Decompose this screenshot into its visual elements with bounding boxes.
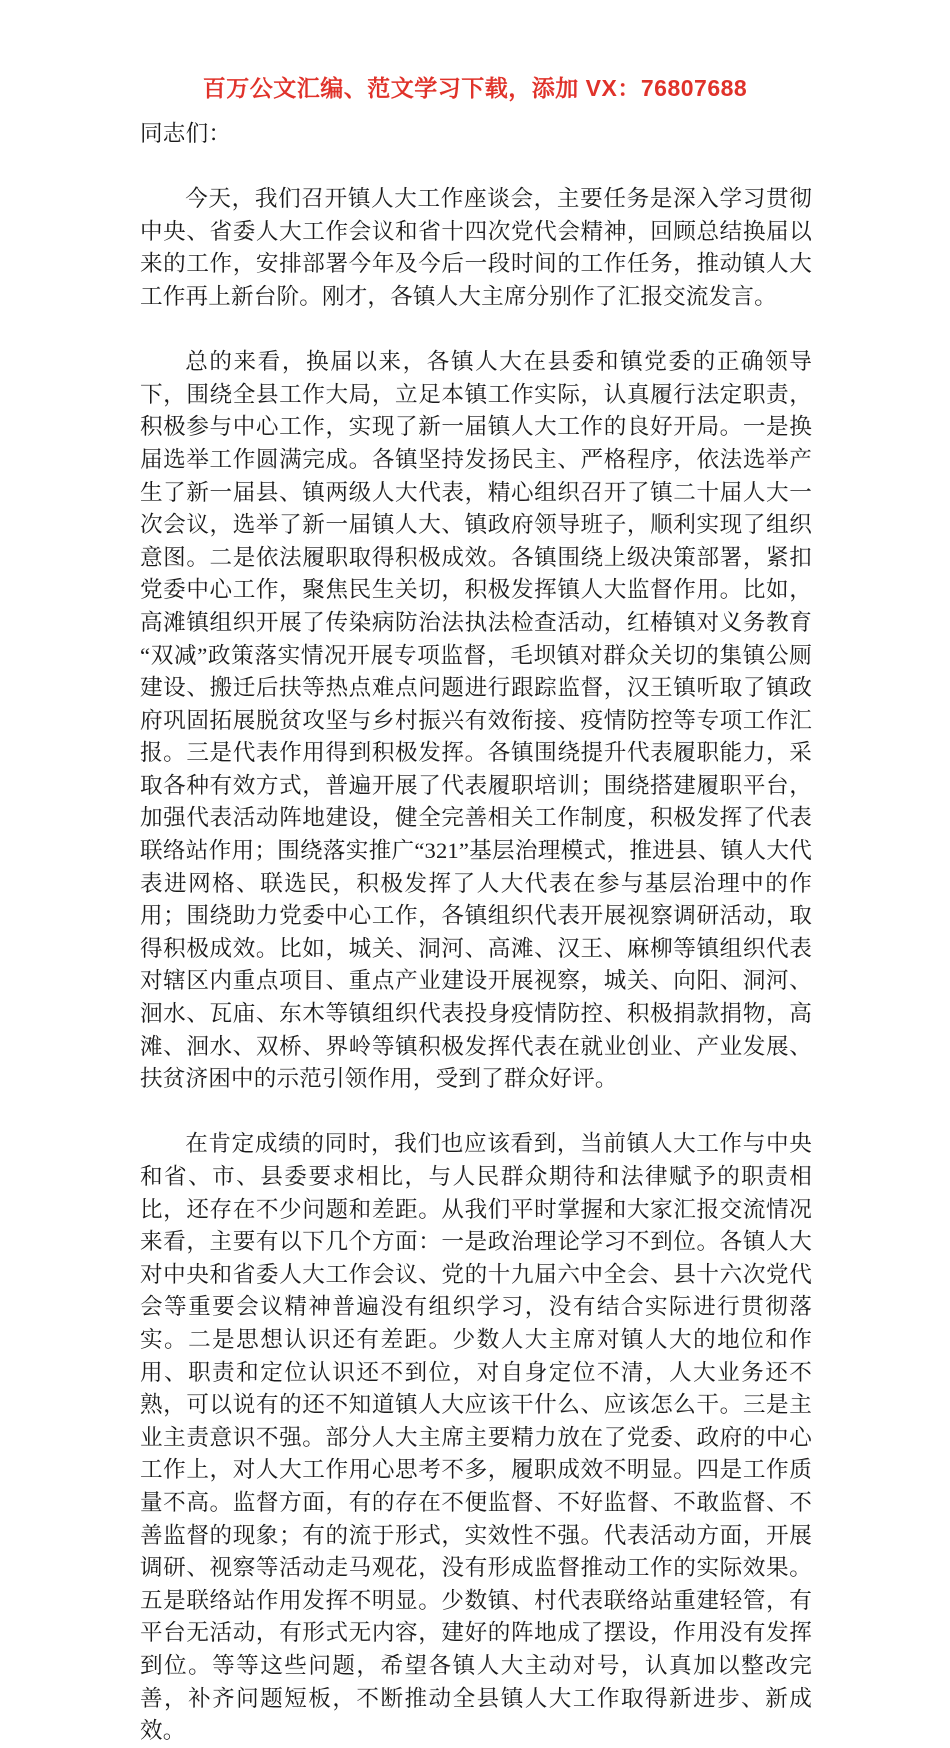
paragraph-spacer: [140, 314, 812, 347]
paragraph-spacer: [140, 151, 812, 184]
body-paragraph-1: 今天，我们召开镇人大工作座谈会，主要任务是深入学习贯彻中央、省委人大工作会议和省十四次党代会精神，回顾总结换届以来的工作，安排部署今年及今后一段时间的工作任务，推动镇人大工作再上新台阶。刚才，各镇人大主席分别作了汇报交流发言。: [140, 186, 812, 309]
document-body: [140, 118, 812, 1748]
promo-banner-text: 百万公文汇编、范文学习下载，添加 VX：76807688: [202, 75, 748, 101]
salutation: 同志们：: [140, 121, 232, 146]
body-paragraph-3: 在肯定成绩的同时，我们也应该看到，当前镇人大工作与中央和省、市、县委要求相比，与人民群众期待和法律赋予的职责相比，还存在不少问题和差距。从我们平时掌握和大家汇报交流情况来看，主要有以下几个方面：一是政治理论学习不到位。各镇人大对中央和省委人大工作会议、党的十九届六中全会、县十六次党代会等重要会议精神普遍没有组织学习，没有结合实际进行贯彻落实。二是思想认识还有差距。少数人大主席对镇人大的地位和作用、职责和定位认识还不到位，对自身定位不清，人大业务还不熟，可以说有的还不知道镇人大应该干什么、应该怎么干。三是主业主责意识不强。部分人大主席主要精力放在了党委、政府的中心工作上，对人大工作用心思考不多，履职成效不明显。四是工作质量不高。监督方面，有的存在不便监督、不好监督、不敢监督、不善监督的现象；有的流于形式，实效性不强。代表活动方面，开展调研、视察等活动走马观花，没有形成监督推动工作的实际效果。五是联络站作用发挥不明显。少数镇、村代表联络站重建轻管，有平台无活动，有形式无内容，建好的阵地成了摆设，作用没有发挥到位。等等这些问题，希望各镇人大主动对号，认真加以整改完善，补齐问题短板，不断推动全县镇人大工作取得新进步、新成效。: [140, 1131, 812, 1744]
body-paragraph-2: 总的来看，换届以来，各镇人大在县委和镇党委的正确领导下，围绕全县工作大局，立足本镇工作实际，认真履行法定职责，积极参与中心工作，实现了新一届镇人大工作的良好开局。一是换届选举工作圆满完成。各镇坚持发扬民主、严格程序，依法选举产生了新一届县、镇两级人大代表，精心组织召开了镇二十届人大一次会议，选举了新一届镇人大、镇政府领导班子，顺利实现了组织意图。二是依法履职取得积极成效。各镇围绕上级决策部署，紧扣党委中心工作，聚焦民生关切，积极发挥镇人大监督作用。比如，高滩镇组织开展了传染病防治法执法检查活动，红椿镇对义务教育“双减”政策落实情况开展专项监督，毛坝镇对群众关切的集镇公厕建设、搬迁后扶等热点难点问题进行跟踪监督，汉王镇听取了镇政府巩固拓展脱贫攻坚与乡村振兴有效衔接、疫情防控等专项工作汇报。三是代表作用得到积极发挥。各镇围绕提升代表履职能力，采取各种有效方式，普遍开展了代表履职培训；围绕搭建履职平台，加强代表活动阵地建设，健全完善相关工作制度，积极发挥了代表联络站作用；围绕落实推广“321”基层治理模式，推进县、镇人大代表进网格、联选民，积极发挥了人大代表在参与基层治理中的作用；围绕助力党委中心工作，各镇组织代表开展视察调研活动，取得积极成效。比如，城关、洞河、高滩、汉王、麻柳等镇组织代表对辖区内重点项目、重点产业建设开展视察，城关、向阳、洞河、洄水、瓦庙、东木等镇组织代表投身疫情防控、积极捐款捐物，高滩、洄水、双桥、界岭等镇积极发挥代表在就业创业、产业发展、扶贫济困中的示范引领作用，受到了群众好评。: [140, 349, 812, 1092]
promo-banner: [0, 0, 950, 118]
paragraph-spacer: [140, 1096, 812, 1129]
